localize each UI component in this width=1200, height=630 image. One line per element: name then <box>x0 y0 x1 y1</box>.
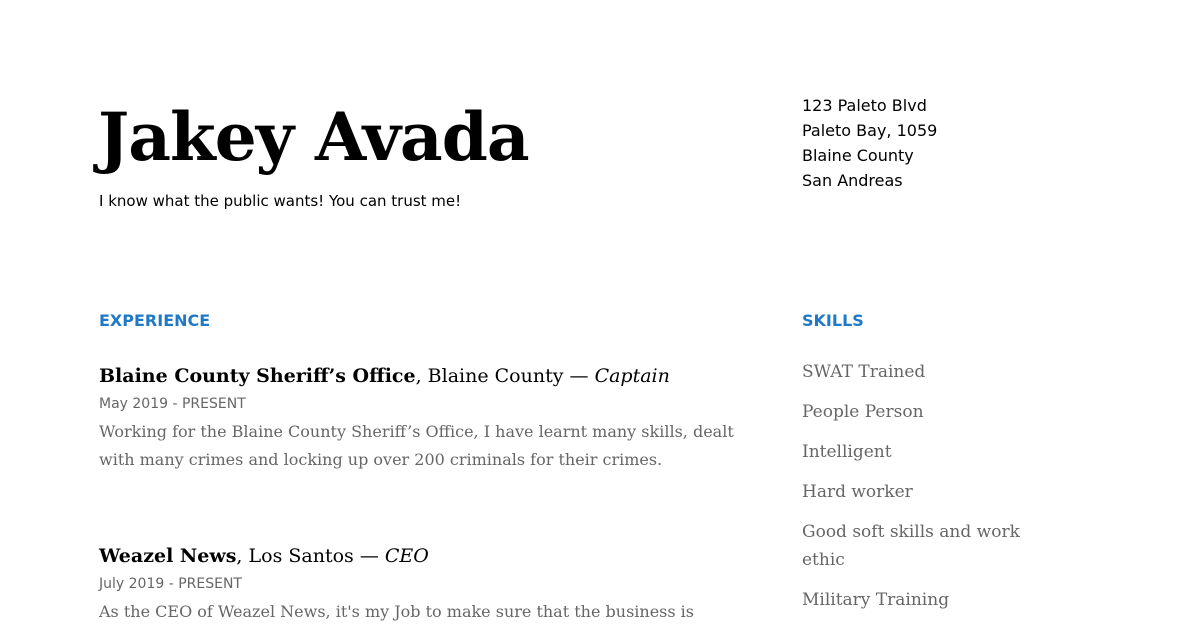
job-description: As the CEO of Weazel News, it's my Job to make sure that the business is <box>99 602 695 621</box>
job-heading <box>99 362 739 390</box>
skills-list <box>802 358 1042 626</box>
experience-entry <box>99 542 739 626</box>
skill-item: Good soft skills and work ethic <box>802 522 1020 570</box>
skill-item: Hard worker <box>802 482 913 502</box>
skill-item: People Person <box>802 402 924 422</box>
skill-item: Intelligent <box>802 442 892 462</box>
address-line-county: Blaine County <box>802 146 914 165</box>
skill-item: SWAT Trained <box>802 362 926 382</box>
job-location: Blaine County <box>427 365 564 387</box>
job-location: Los Santos <box>248 545 354 567</box>
job-description: Working for the Blaine County Sheriff’s Office, I have learnt many skills, dealt with many crimes and locking up over 200 criminals for their crimes. <box>99 422 734 469</box>
job-dates: May 2019 - PRESENT <box>99 396 246 412</box>
resume-name: Jakey Avada <box>98 98 529 176</box>
skills-section-title: SKILLS <box>802 311 864 330</box>
experience-entry <box>99 362 739 474</box>
resume-tagline: I know what the public wants! You can trust me! <box>99 192 462 210</box>
job-organization: Weazel News <box>99 545 237 567</box>
job-heading <box>99 542 739 570</box>
job-heading-comma: , <box>415 365 428 387</box>
job-heading-dash: — <box>353 545 385 567</box>
job-dates: July 2019 - PRESENT <box>99 576 242 592</box>
contact-address <box>802 93 937 193</box>
job-organization: Blaine County Sheriff’s Office <box>99 365 416 387</box>
job-heading-comma: , <box>236 545 249 567</box>
job-role: CEO <box>384 545 429 567</box>
address-line-state: San Andreas <box>802 171 903 190</box>
skill-item: Military Training <box>802 590 950 610</box>
experience-section-title: EXPERIENCE <box>99 311 211 330</box>
address-line-city: Paleto Bay, 1059 <box>802 121 938 140</box>
job-heading-dash: — <box>563 365 595 387</box>
job-role: Captain <box>594 365 670 387</box>
address-line-street: 123 Paleto Blvd <box>802 96 927 115</box>
